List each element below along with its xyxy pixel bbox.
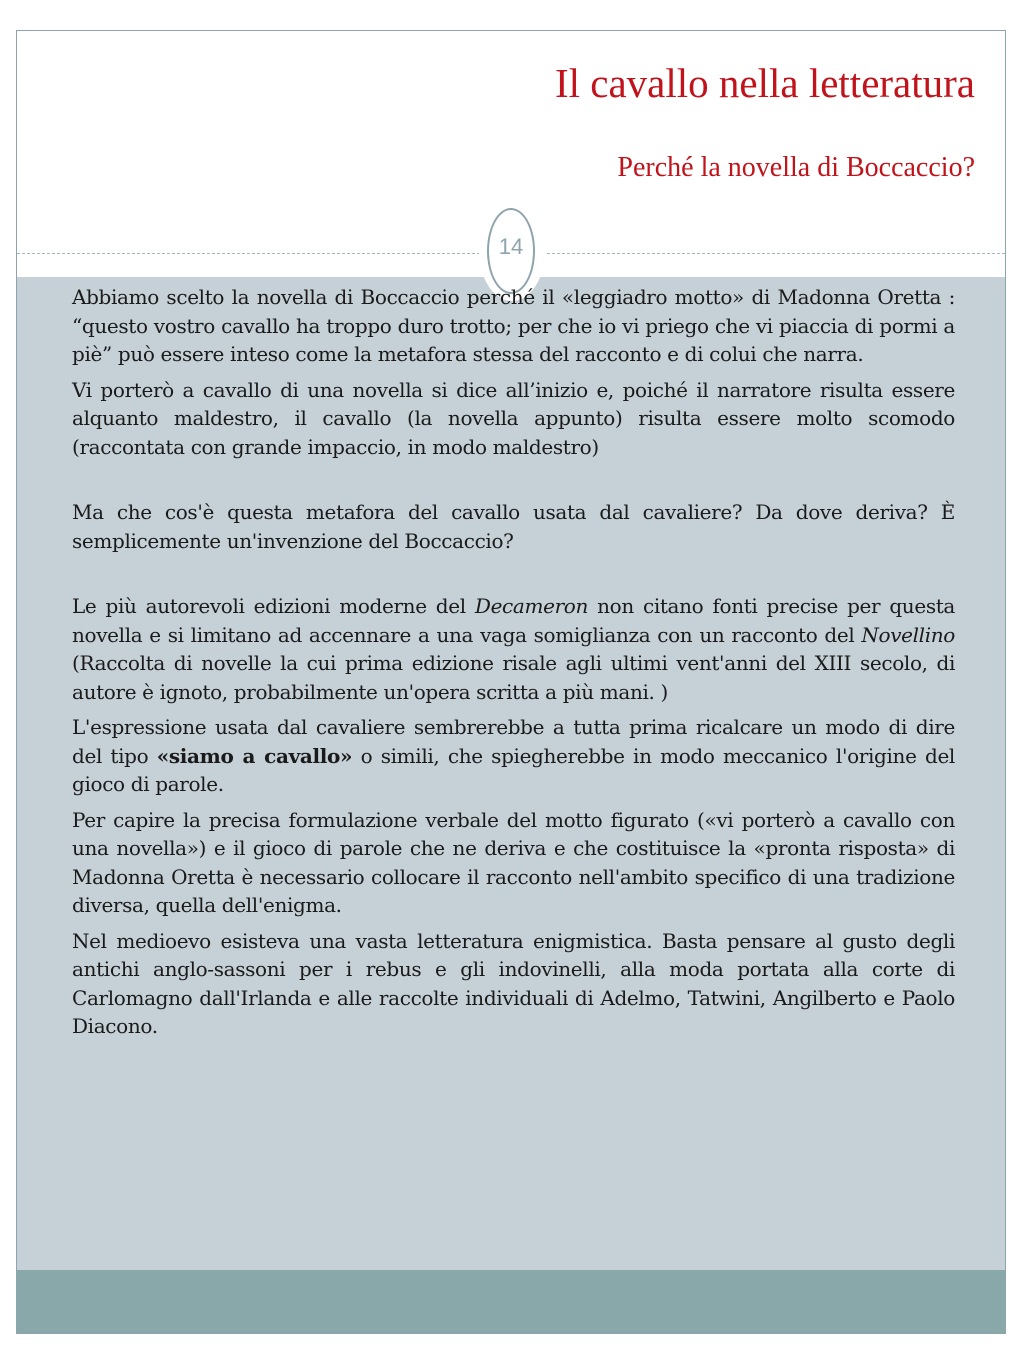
novellino-title: Novellino	[861, 622, 955, 647]
paragraph-5-text: L'espressione usata dal cavaliere sembrerebbe a tutta prima ricalcare un modo di dire del tipo	[72, 715, 955, 768]
paragraph-5	[72, 713, 955, 799]
idiom-emphasis: «siamo a cavallo»	[156, 743, 353, 768]
slide-subtitle: Perché la novella di Boccaccio?	[617, 152, 975, 183]
paragraph-1: Abbiamo scelto la novella di Boccaccio perché il «leggiadro motto» di Madonna Oretta : “questo vostro cavallo ha troppo duro trotto; per che io vi priego che vi piaccia di pormi a piè” può essere inteso come la metafora stessa del racconto e di colui che narra.	[72, 285, 955, 366]
paragraph-4-text: Le più autorevoli edizioni moderne del	[72, 594, 475, 618]
footer-band	[17, 1270, 1005, 1333]
paragraph-3: Ma che cos'è questa metafora del cavallo usata dal cavaliere? Da dove deriva? È semplicemente un'invenzione del Boccaccio?	[72, 500, 955, 553]
paragraph-4-text: (Raccolta di novelle la cui prima edizione risale agli ultimi vent'anni del XIII secolo, di autore è ignoto, probabilmente un'opera scritta a più mani. )	[72, 651, 955, 704]
paragraph-6: Per capire la precisa formulazione verbale del motto figurato («vi porterò a cavallo con una novella») e il gioco di parole che ne deriva e che costituisce la «pronta risposta» di Madonna Oretta è necessario collocare il racconto nell'ambito specifico di una tradizione diversa, quella dell'enigma.	[72, 807, 955, 917]
paragraph-4	[72, 592, 955, 706]
slide-body	[72, 283, 955, 1048]
paragraph-7: Nel medioevo esisteva una vasta letteratura enigmistica. Basta pensare al gusto degli antichi anglo-sassoni per i rebus e gli indovinelli, alla moda portata alla corte di Carlomagno dall'Irlanda e alle raccolte individuali di Adelmo, Tatwini, Angilberto e Paolo Diacono.	[72, 928, 955, 1038]
paragraph-2: Vi porterò a cavallo di una novella si dice all’inizio e, poiché il narratore risulta essere alquanto maldestro, il cavallo (la novella appunto) risulta essere molto scomodo (raccontata con grande impaccio, in modo maldestro)	[72, 377, 955, 459]
page-number: 14	[498, 234, 524, 259]
paragraph-5-text: o simili, che spiegherebbe in modo meccanico l'origine del gioco di parole.	[72, 743, 955, 796]
slide-title: Il cavallo nella letteratura	[554, 60, 975, 106]
paragraph-4-text: non citano fonti precise per questa novella e si limitano ad accennare a una vaga somiglianza con un racconto del	[72, 594, 955, 647]
decameron-title: Decameron	[474, 594, 589, 618]
